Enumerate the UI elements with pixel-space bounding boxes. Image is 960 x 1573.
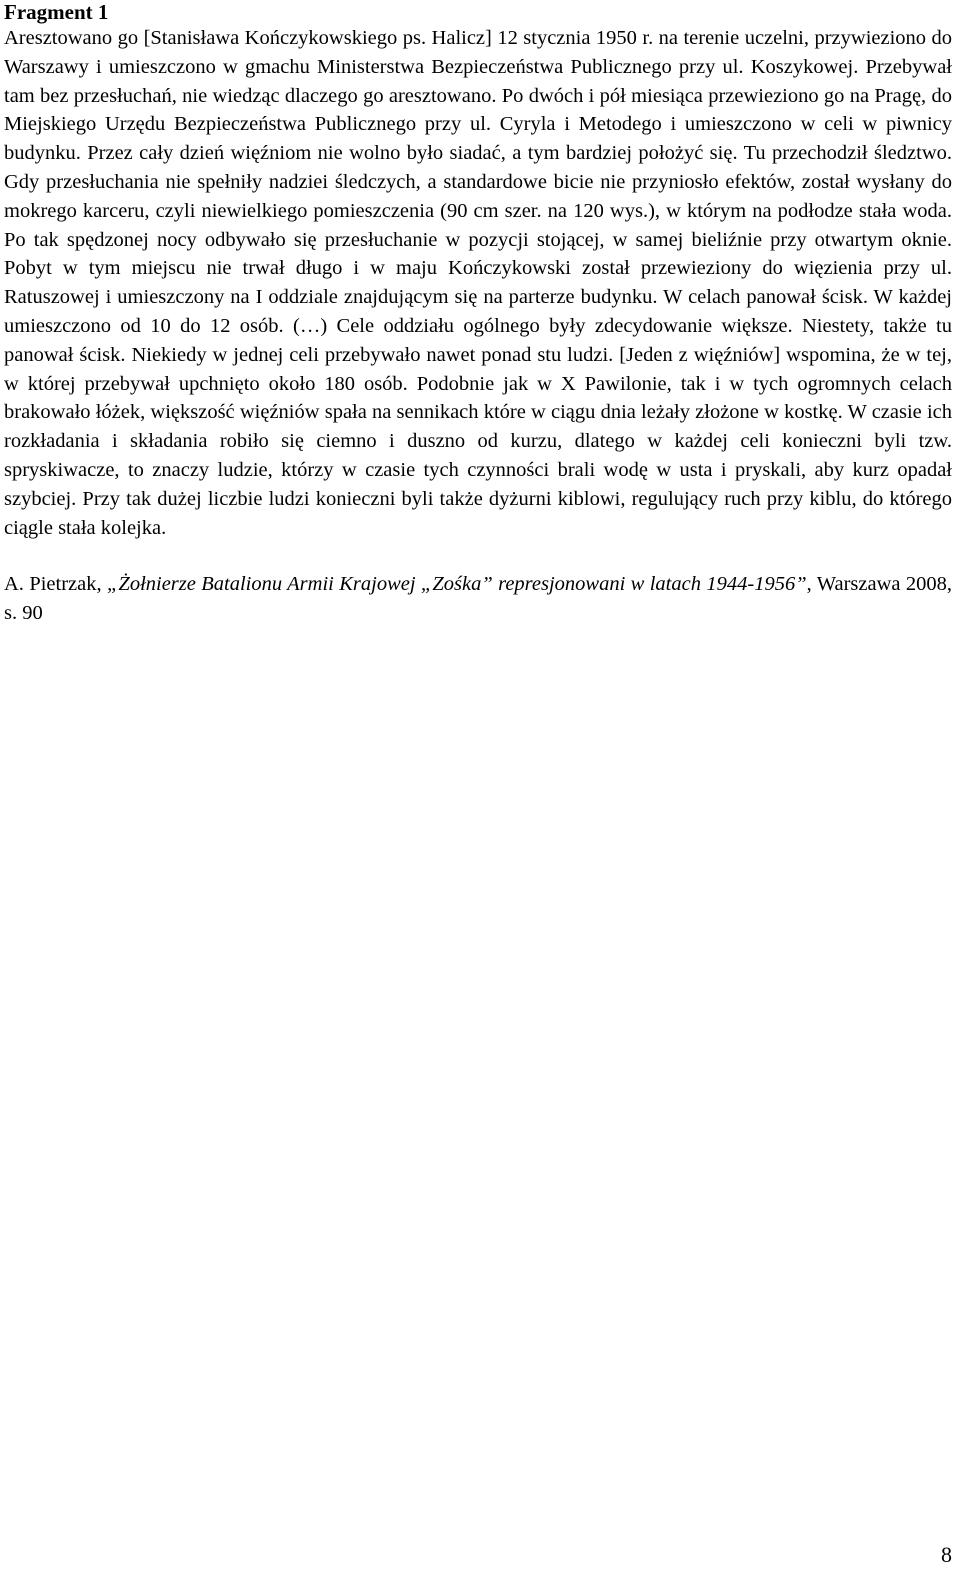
page-number: 8 — [941, 1542, 952, 1567]
fragment-heading: Fragment 1 — [4, 0, 109, 24]
source-citation — [4, 570, 952, 628]
citation-title: „Żołnierze Batalionu Armii Krajowej „Zośka” represjonowani w latach 1944-1956” — [107, 573, 807, 596]
citation-author: A. Pietrzak, — [4, 573, 108, 596]
citation-details: , Warszawa 2008, s. 90 — [4, 573, 952, 625]
document-page — [4, 0, 952, 628]
fragment-paragraph: Aresztowano go [Stanisława Kończykowskiego ps. Halicz] 12 stycznia 1950 r. na terenie uczelni, przywieziono do Warszawy i umieszczono w gmachu Ministerstwa Bezpieczeństwa Publicznego przy ul. Koszykowej. Przebywał tam bez przesłuchań, nie wiedząc dlaczego go aresztowano. Po dwóch i pół miesiąca przewieziono go na Pragę, do Miejskiego Urzędu Bezpieczeństwa Publicznego przy ul. Cyryla i Metodego i umieszczono w celi w piwnicy budynku. Przez cały dzień więźniom nie wolno było siadać, a tym bardziej położyć się. Tu przechodził śledztwo. Gdy przesłuchania nie spełniły nadziei śledczych, a standardowe bicie nie przyniosło efektów, został wysłany do mokrego karceru, czyli niewielkiego pomieszczenia (90 cm szer. na 120 wys.), w którym na podłodze stała woda. Po tak spędzonej nocy odbywało się przesłuchanie w pozycji stojącej, w samej bieliźnie przy otwartym oknie. Pobyt w tym miejscu nie trwał długo i w maju Kończykowski został przewieziony do więzienia przy ul. Ratuszowej i umieszczony na I oddziale znajdującym się na parterze budynku. W celach panował ścisk. W każdej umieszczono od 10 do 12 osób. (…) Cele oddziału ogólnego były zdecydowanie większe. Niestety, także tu panował ścisk. Niekiedy w jednej celi przebywało nawet ponad stu ludzi. [Jeden z więźniów] wspomina, że w tej, w której przebywał upchnięto około 180 osób. Podobnie jak w X Pawilonie, tak i w tych ogromnych celach brakowało łóżek, większość więźniów spała na sennikach które w ciągu dnia leżały złożone w kostkę. W czasie ich rozkładania i składania robiło się ciemno i duszno od kurzu, dlatego w każdej celi konieczni byli tzw. spryskiwacze, to znaczy ludzie, którzy w czasie tych czynności brali wodę w usta i pryskali, aby kurz opadał szybciej. Przy tak dużej liczbie ludzi konieczni byli także dyżurni kiblowi, regulujący ruch przy kiblu, do którego ciągle stała kolejka. — [4, 27, 952, 539]
